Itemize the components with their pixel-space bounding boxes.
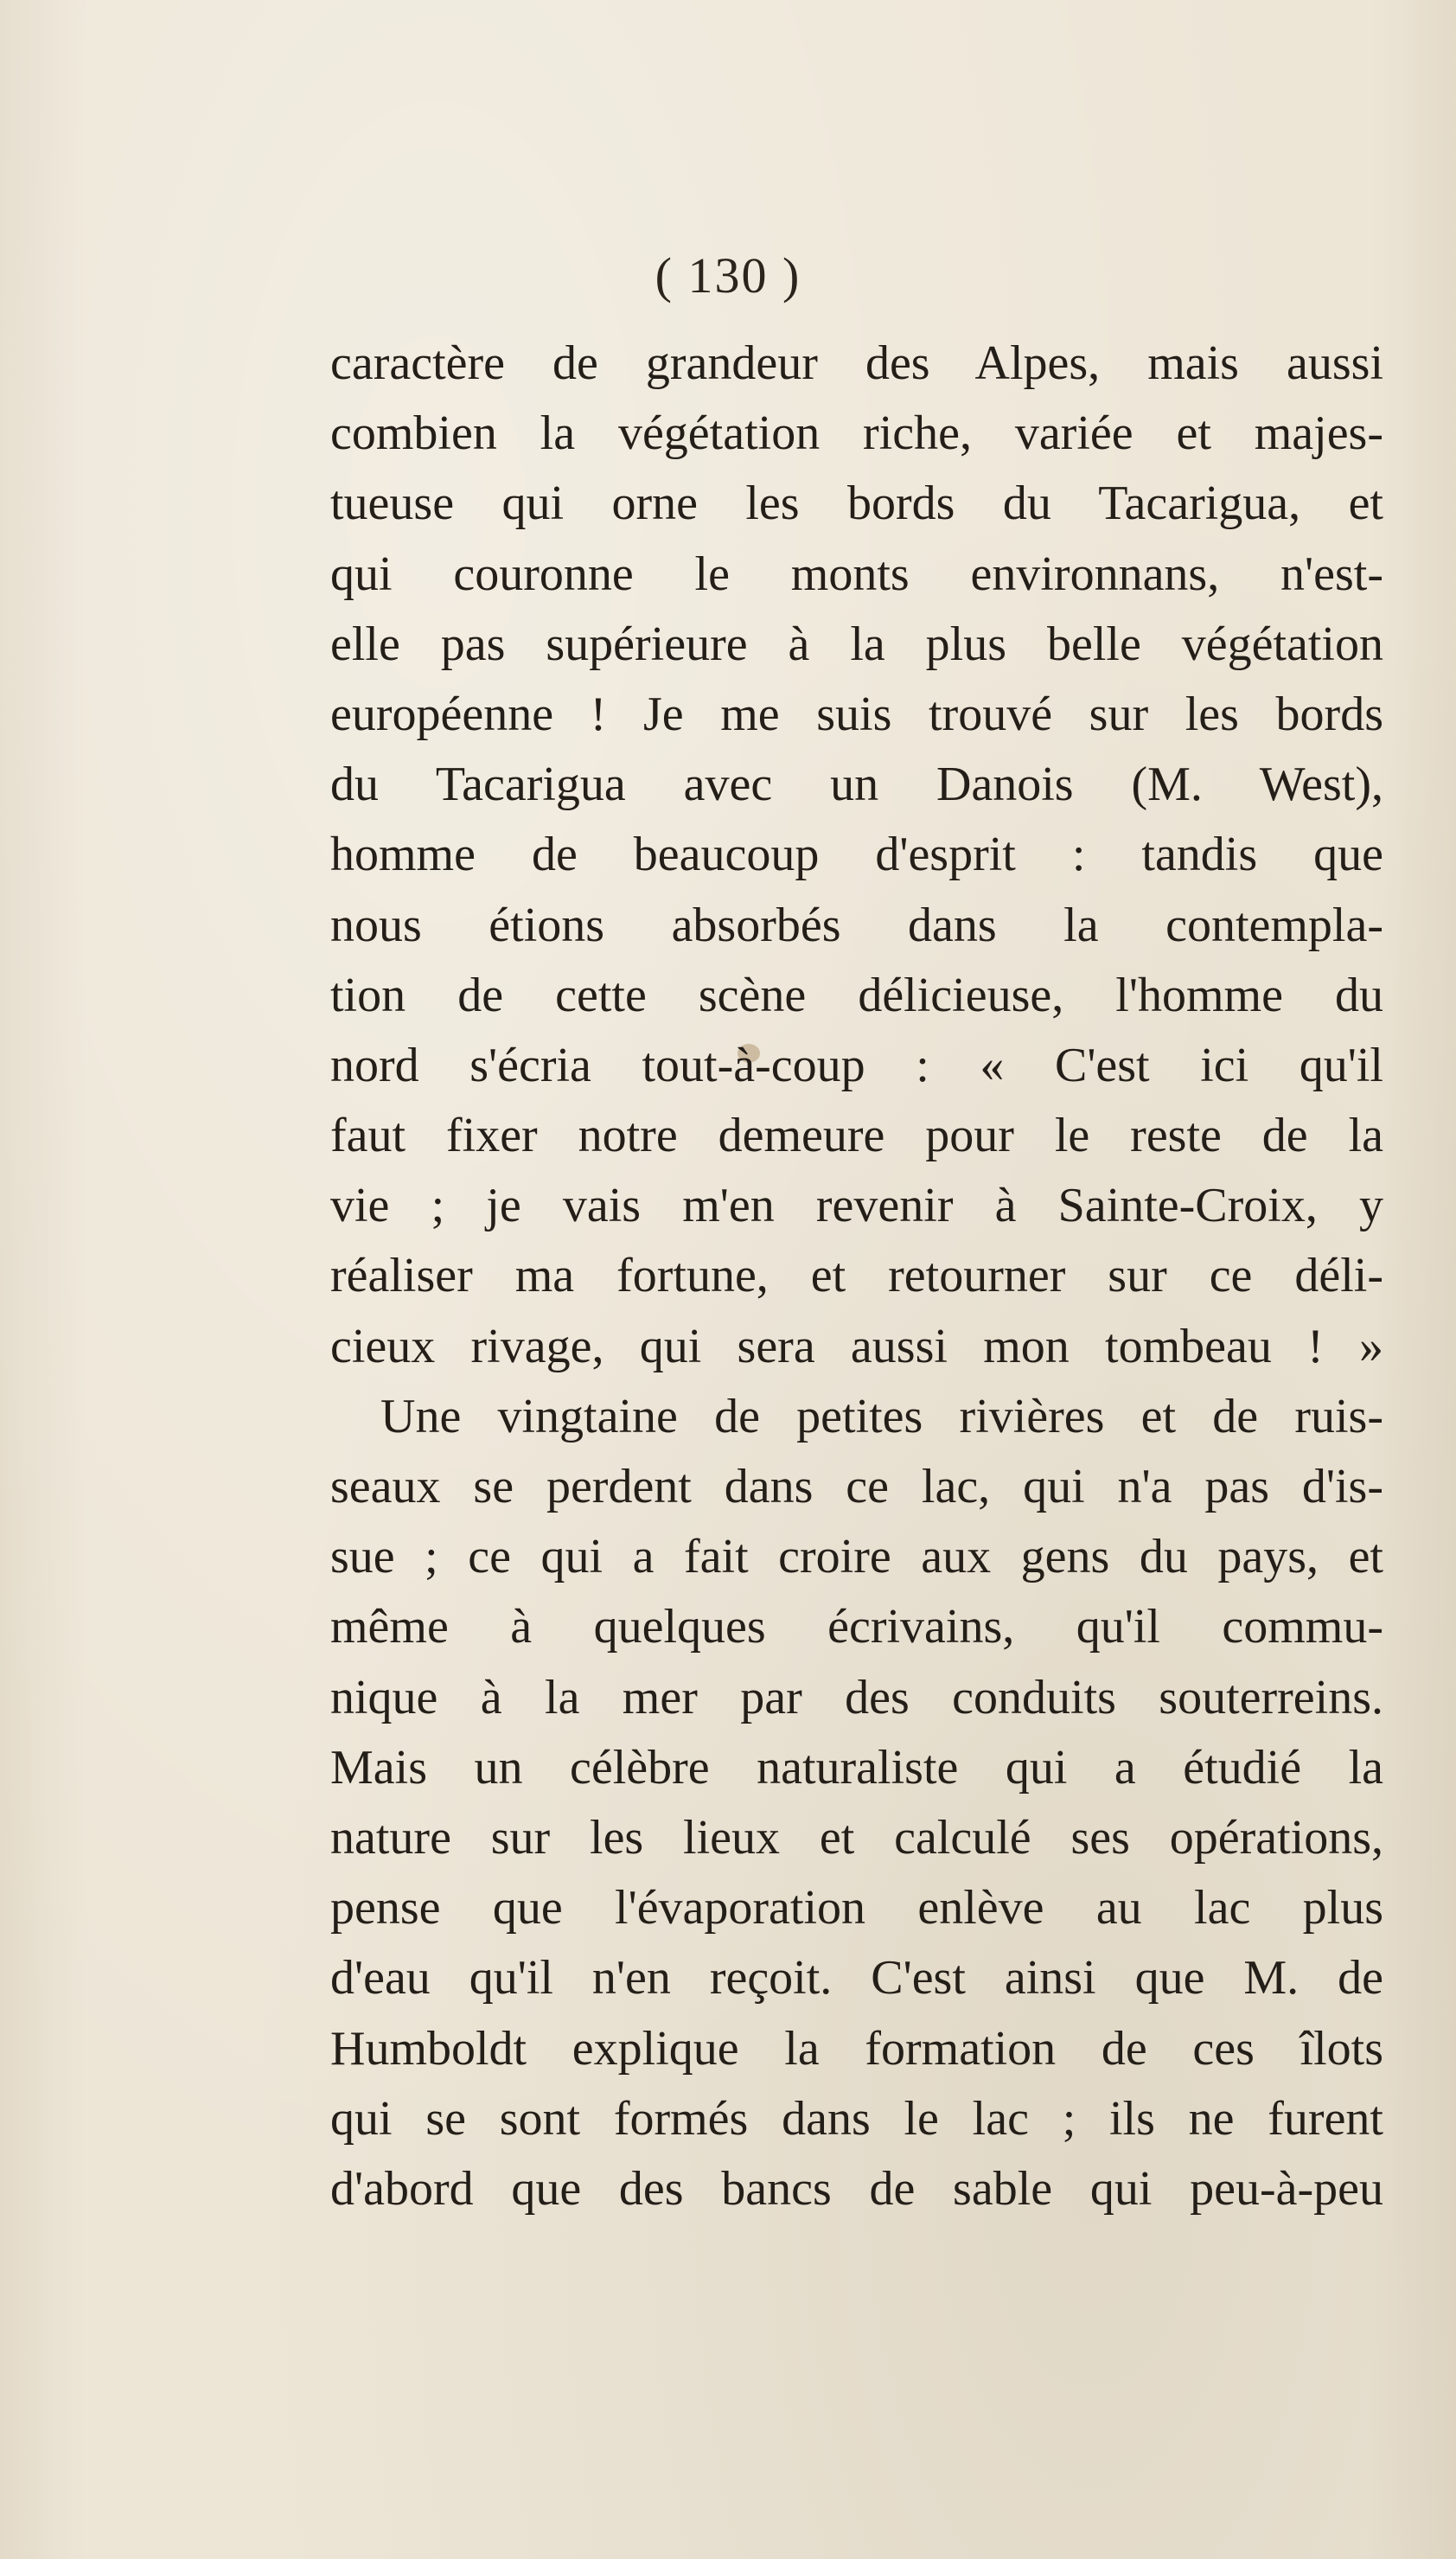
text-line: du Tacarigua avec un Danois (M. West), xyxy=(330,758,1383,812)
text-line: nature sur les lieux et calculé ses opérations, xyxy=(330,1810,1383,1865)
text-line: d'eau qu'il n'en reçoit. C'est ainsi que M. de xyxy=(330,1951,1383,2006)
text-line: réaliser ma fortune, et retourner sur ce déli- xyxy=(330,1249,1383,1303)
text-line: tueuse qui orne les bords du Tacarigua, et xyxy=(330,477,1383,531)
text-line: nord s'écria tout-à-coup : « C'est ici qu'il xyxy=(330,1038,1383,1092)
text-line: sue ; ce qui a fait croire aux gens du pays, et xyxy=(330,1530,1383,1584)
text-line: cieux rivage, qui sera aussi mon tombeau ! » xyxy=(330,1319,1383,1373)
text-line: combien la végétation riche, variée et majes- xyxy=(330,406,1383,461)
text-line: qui couronne le monts environnans, n'est- xyxy=(330,547,1383,601)
text-line: même à quelques écrivains, qu'il commu- xyxy=(330,1600,1383,1654)
text-line: caractère de grandeur des Alpes, mais aussi xyxy=(330,336,1383,390)
text-line: homme de beaucoup d'esprit : tandis que xyxy=(330,828,1383,882)
text-line: nique à la mer par des conduits souterreins. xyxy=(330,1670,1383,1724)
text-line: vie ; je vais m'en revenir à Sainte-Croix, y xyxy=(330,1179,1383,1233)
text-line: nous étions absorbés dans la contempla- xyxy=(330,898,1383,952)
text-line: tion de cette scène délicieuse, l'homme du xyxy=(330,968,1383,1022)
page-number: ( 130 ) xyxy=(655,247,801,304)
text-line: qui se sont formés dans le lac ; ils ne furent xyxy=(330,2091,1383,2146)
text-line: Mais un célèbre naturaliste qui a étudié la xyxy=(330,1740,1383,1794)
text-line: européenne ! Je me suis trouvé sur les bords xyxy=(330,687,1383,741)
text-line: Humboldt explique la formation de ces îlots xyxy=(330,2021,1383,2076)
text-line: d'abord que des bancs de sable qui peu-à-peu xyxy=(330,2161,1383,2216)
body-text xyxy=(330,329,1383,2224)
text-line: seaux se perdent dans ce lac, qui n'a pas d'is- xyxy=(330,1460,1383,1513)
paragraph-start-line: Une vingtaine de petites rivières et de ruis- xyxy=(380,1389,1383,1443)
text-line: elle pas supérieure à la plus belle végétation xyxy=(330,617,1383,671)
text-line: faut fixer notre demeure pour le reste de la xyxy=(330,1109,1383,1163)
text-line: pense que l'évaporation enlève au lac plus xyxy=(330,1881,1383,1935)
